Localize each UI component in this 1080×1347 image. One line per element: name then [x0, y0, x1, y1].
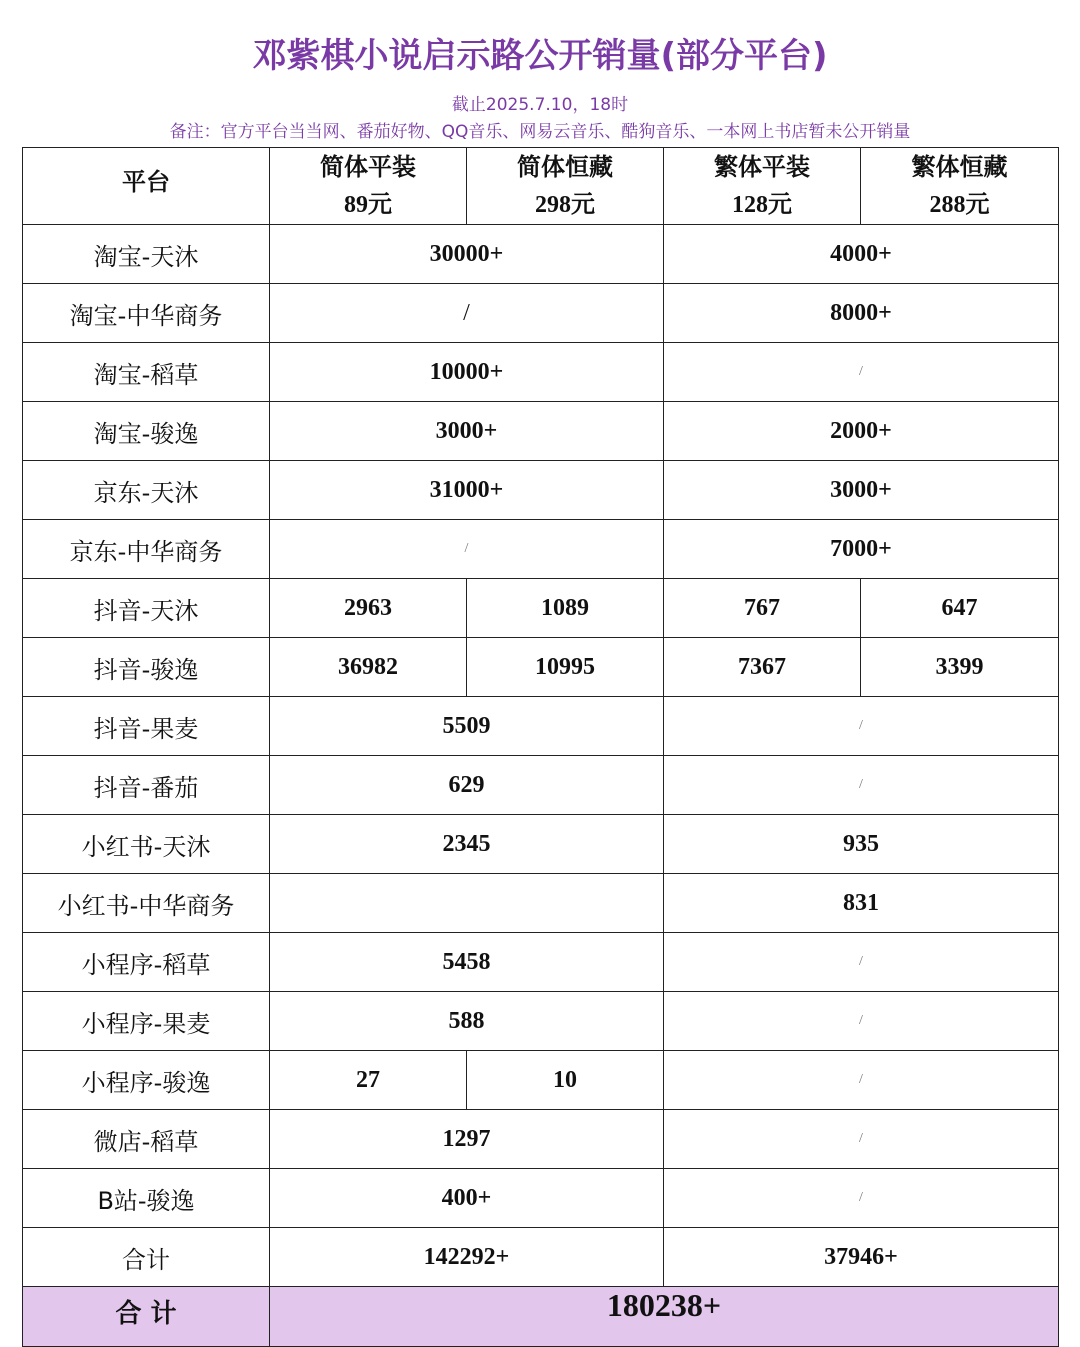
simplified-value: 30000+: [270, 225, 664, 284]
value-cell: 10995: [467, 638, 664, 697]
value-cell: 2963: [270, 579, 467, 638]
simplified-value: 629: [270, 756, 664, 815]
value-cell: 27: [270, 1051, 467, 1110]
column-name: 繁体恒藏: [911, 153, 1008, 181]
platform-cell: 小程序-果麦: [23, 992, 270, 1051]
value-cell: 1089: [467, 579, 664, 638]
platform-cell: 小红书-天沐: [23, 815, 270, 874]
table-row: [23, 284, 1059, 343]
subtotal-traditional: 37946+: [664, 1228, 1059, 1287]
table-row: [23, 225, 1059, 284]
simplified-value: 1297: [270, 1110, 664, 1169]
platform-cell: 京东-中华商务: [23, 520, 270, 579]
table-row: [23, 697, 1059, 756]
platform-cell: B站-骏逸: [23, 1169, 270, 1228]
traditional-value: /: [664, 1110, 1059, 1169]
traditional-value: /: [664, 697, 1059, 756]
header-row: [23, 148, 1059, 225]
table-row: [23, 343, 1059, 402]
simplified-value: 5509: [270, 697, 664, 756]
traditional-value: 3000+: [664, 461, 1059, 520]
table-row: [23, 579, 1059, 638]
platform-cell: 京东-天沐: [23, 461, 270, 520]
simplified-value: 10000+: [270, 343, 664, 402]
table-row: [23, 992, 1059, 1051]
value-cell: 10: [467, 1051, 664, 1110]
simplified-value: 31000+: [270, 461, 664, 520]
simplified-value: 2345: [270, 815, 664, 874]
column-price: 288元: [929, 192, 990, 218]
platform-cell: 抖音-番茄: [23, 756, 270, 815]
table-row: [23, 461, 1059, 520]
page-title: 邓紫棋小说启示路公开销量(部分平台): [252, 36, 828, 76]
traditional-value: /: [664, 1169, 1059, 1228]
simplified-value: /: [270, 284, 664, 343]
traditional-value: /: [664, 1051, 1059, 1110]
platform-cell: 微店-稻草: [23, 1110, 270, 1169]
simplified-value: 400+: [270, 1169, 664, 1228]
traditional-value: 2000+: [664, 402, 1059, 461]
value-cell: 767: [664, 579, 861, 638]
column-name: 简体平装: [320, 153, 416, 181]
platform-cell: 抖音-天沐: [23, 579, 270, 638]
date-note: 截止2025.7.10，18时: [451, 95, 629, 115]
subtotal-label: 合计: [23, 1228, 270, 1287]
platform-cell: 淘宝-天沐: [23, 225, 270, 284]
column-name: 简体恒藏: [517, 153, 613, 181]
header-platform: 平台: [23, 148, 270, 225]
simplified-value: 588: [270, 992, 664, 1051]
table-row: [23, 815, 1059, 874]
platform-cell: 小红书-中华商务: [23, 874, 270, 933]
value-cell: 647: [861, 579, 1059, 638]
grand-total-label: 合 计: [23, 1287, 270, 1347]
value-cell: 7367: [664, 638, 861, 697]
grand-total-value: 180238+: [270, 1287, 1059, 1347]
table-row: [23, 402, 1059, 461]
header-traditional-collector: [861, 148, 1059, 225]
table-row: [23, 874, 1059, 933]
column-price: 298元: [535, 192, 595, 218]
traditional-value: /: [664, 933, 1059, 992]
table-row: [23, 933, 1059, 992]
value-cell: 36982: [270, 638, 467, 697]
platform-cell: 淘宝-稻草: [23, 343, 270, 402]
header-simplified-collector: [467, 148, 664, 225]
traditional-value: 4000+: [664, 225, 1059, 284]
platform-cell: 抖音-骏逸: [23, 638, 270, 697]
column-name: 繁体平装: [714, 153, 810, 181]
header-simplified-paperback: [270, 148, 467, 225]
simplified-value: [270, 874, 664, 933]
simplified-value: /: [270, 520, 664, 579]
simplified-value: 3000+: [270, 402, 664, 461]
table-row: [23, 756, 1059, 815]
platform-cell: 抖音-果麦: [23, 697, 270, 756]
sales-table: [22, 147, 1059, 1347]
subtotal-row: [23, 1228, 1059, 1287]
traditional-value: /: [664, 343, 1059, 402]
platform-cell: 小程序-稻草: [23, 933, 270, 992]
header-traditional-paperback: [664, 148, 861, 225]
traditional-value: /: [664, 992, 1059, 1051]
table-row: [23, 520, 1059, 579]
table-row: [23, 638, 1059, 697]
column-price: 128元: [732, 192, 792, 218]
value-cell: 3399: [861, 638, 1059, 697]
simplified-value: 5458: [270, 933, 664, 992]
table-row: [23, 1169, 1059, 1228]
table-row: [23, 1110, 1059, 1169]
column-price: 89元: [344, 192, 392, 218]
remark-note: 备注：官方平台当当网、番茄好物、QQ音乐、网易云音乐、酷狗音乐、一本网上书店暂未公开销量: [169, 122, 911, 142]
platform-cell: 淘宝-中华商务: [23, 284, 270, 343]
traditional-value: 831: [664, 874, 1059, 933]
platform-cell: 小程序-骏逸: [23, 1051, 270, 1110]
subtotal-simplified: 142292+: [270, 1228, 664, 1287]
table-row: [23, 1051, 1059, 1110]
platform-cell: 淘宝-骏逸: [23, 402, 270, 461]
traditional-value: /: [664, 756, 1059, 815]
traditional-value: 935: [664, 815, 1059, 874]
grand-total-row: [23, 1287, 1059, 1347]
traditional-value: 7000+: [664, 520, 1059, 579]
traditional-value: 8000+: [664, 284, 1059, 343]
